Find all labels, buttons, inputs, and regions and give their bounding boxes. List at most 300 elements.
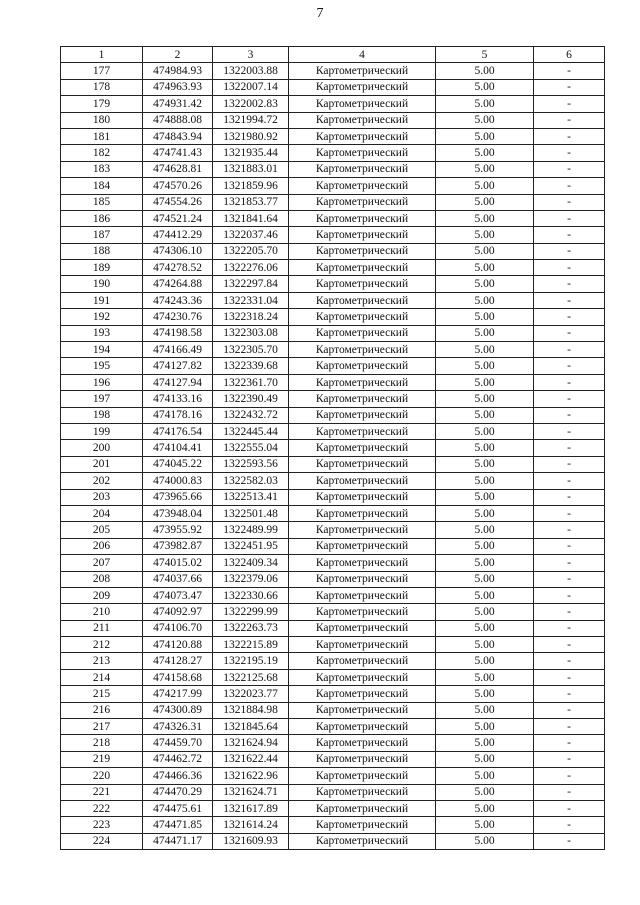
table-row [61,178,605,194]
cell-method: Картометрический [289,735,436,751]
cell-method: Картометрический [289,555,436,571]
cell-y: 1322390.49 [213,391,289,407]
table-row [61,227,605,243]
column-header-accuracy: 5 [436,47,534,63]
cell-description: - [534,96,605,112]
cell-description: - [534,669,605,685]
cell-method: Картометрический [289,505,436,521]
cell-x: 474475.61 [143,800,213,816]
table-row [61,145,605,161]
cell-accuracy: 5.00 [436,833,534,849]
table-row [61,702,605,718]
cell-point-number: 185 [61,194,143,210]
column-header-description: 6 [534,47,605,63]
cell-accuracy: 5.00 [436,505,534,521]
cell-y: 1322303.08 [213,325,289,341]
cell-method: Картометрический [289,325,436,341]
cell-x: 474230.76 [143,309,213,325]
cell-accuracy: 5.00 [436,358,534,374]
cell-description: - [534,79,605,95]
cell-accuracy: 5.00 [436,96,534,112]
cell-method: Картометрический [289,702,436,718]
table-row [61,63,605,79]
cell-accuracy: 5.00 [436,473,534,489]
cell-method: Картометрический [289,276,436,292]
column-header-x: 2 [143,47,213,63]
cell-x: 474217.99 [143,686,213,702]
cell-accuracy: 5.00 [436,522,534,538]
cell-point-number: 208 [61,571,143,587]
table-row [61,128,605,144]
cell-method: Картометрический [289,751,436,767]
cell-description: - [534,210,605,226]
cell-x: 474127.94 [143,374,213,390]
cell-x: 474037.66 [143,571,213,587]
cell-method: Картометрический [289,620,436,636]
cell-point-number: 199 [61,423,143,439]
table-row [61,637,605,653]
cell-point-number: 213 [61,653,143,669]
cell-accuracy: 5.00 [436,79,534,95]
cell-y: 1322379.06 [213,571,289,587]
cell-description: - [534,702,605,718]
cell-y: 1322276.06 [213,260,289,276]
cell-accuracy: 5.00 [436,555,534,571]
header-row [61,47,605,63]
table-row [61,374,605,390]
cell-x: 474412.29 [143,227,213,243]
cell-y: 1322318.24 [213,309,289,325]
table-row [61,587,605,603]
cell-x: 474741.43 [143,145,213,161]
table-row [61,604,605,620]
cell-point-number: 196 [61,374,143,390]
cell-accuracy: 5.00 [436,800,534,816]
cell-method: Картометрический [289,669,436,685]
cell-method: Картометрический [289,112,436,128]
cell-point-number: 221 [61,784,143,800]
cell-point-number: 201 [61,456,143,472]
cell-x: 474000.83 [143,473,213,489]
cell-description: - [534,63,605,79]
cell-description: - [534,276,605,292]
cell-accuracy: 5.00 [436,719,534,735]
cell-accuracy: 5.00 [436,128,534,144]
cell-y: 1321845.64 [213,719,289,735]
cell-point-number: 200 [61,440,143,456]
table-row [61,391,605,407]
table-row [61,620,605,636]
table-row [61,112,605,128]
cell-description: - [534,489,605,505]
cell-method: Картометрический [289,292,436,308]
cell-accuracy: 5.00 [436,669,534,685]
table-row [61,276,605,292]
cell-x: 473965.66 [143,489,213,505]
cell-y: 1322555.04 [213,440,289,456]
cell-method: Картометрический [289,604,436,620]
cell-point-number: 183 [61,161,143,177]
cell-x: 474326.31 [143,719,213,735]
cell-description: - [534,260,605,276]
cell-accuracy: 5.00 [436,194,534,210]
cell-x: 474984.93 [143,63,213,79]
cell-accuracy: 5.00 [436,407,534,423]
table-row [61,571,605,587]
table-row [61,719,605,735]
cell-point-number: 190 [61,276,143,292]
cell-method: Картометрический [289,358,436,374]
cell-accuracy: 5.00 [436,784,534,800]
cell-point-number: 217 [61,719,143,735]
cell-point-number: 215 [61,686,143,702]
cell-x: 474198.58 [143,325,213,341]
cell-y: 1321859.96 [213,178,289,194]
table-row [61,489,605,505]
cell-method: Картометрический [289,473,436,489]
cell-method: Картометрический [289,63,436,79]
table-row [61,96,605,112]
cell-description: - [534,620,605,636]
cell-description: - [534,342,605,358]
cell-accuracy: 5.00 [436,145,534,161]
cell-method: Картометрический [289,96,436,112]
cell-point-number: 216 [61,702,143,718]
table-row [61,768,605,784]
cell-x: 474178.16 [143,407,213,423]
cell-x: 474158.68 [143,669,213,685]
cell-method: Картометрический [289,817,436,833]
cell-y: 1322331.04 [213,292,289,308]
cell-x: 474120.88 [143,637,213,653]
cell-y: 1321884.98 [213,702,289,718]
cell-x: 474127.82 [143,358,213,374]
cell-y: 1322409.34 [213,555,289,571]
cell-y: 1321617.89 [213,800,289,816]
cell-x: 474073.47 [143,587,213,603]
cell-y: 1321935.44 [213,145,289,161]
cell-accuracy: 5.00 [436,653,534,669]
cell-y: 1322003.88 [213,63,289,79]
cell-point-number: 224 [61,833,143,849]
cell-method: Картометрический [289,440,436,456]
cell-description: - [534,194,605,210]
cell-y: 1322593.56 [213,456,289,472]
cell-y: 1321622.96 [213,768,289,784]
cell-description: - [534,374,605,390]
cell-y: 1322501.48 [213,505,289,521]
table-row [61,260,605,276]
table-row [61,440,605,456]
cell-point-number: 210 [61,604,143,620]
table-row [61,686,605,702]
cell-method: Картометрический [289,784,436,800]
cell-x: 474462.72 [143,751,213,767]
cell-point-number: 182 [61,145,143,161]
cell-description: - [534,571,605,587]
cell-point-number: 180 [61,112,143,128]
cell-x: 474888.08 [143,112,213,128]
cell-x: 474133.16 [143,391,213,407]
cell-x: 474106.70 [143,620,213,636]
cell-y: 1322489.99 [213,522,289,538]
cell-method: Картометрический [289,538,436,554]
cell-accuracy: 5.00 [436,768,534,784]
cell-point-number: 177 [61,63,143,79]
cell-description: - [534,686,605,702]
cell-method: Картометрический [289,194,436,210]
cell-x: 474466.36 [143,768,213,784]
cell-point-number: 206 [61,538,143,554]
cell-accuracy: 5.00 [436,440,534,456]
cell-description: - [534,604,605,620]
cell-point-number: 220 [61,768,143,784]
cell-y: 1322445.44 [213,423,289,439]
cell-accuracy: 5.00 [436,112,534,128]
cell-accuracy: 5.00 [436,538,534,554]
cell-y: 1322451.95 [213,538,289,554]
cell-y: 1322330.66 [213,587,289,603]
cell-y: 1321614.24 [213,817,289,833]
cell-accuracy: 5.00 [436,456,534,472]
cell-x: 474470.29 [143,784,213,800]
table-row [61,653,605,669]
cell-x: 474628.81 [143,161,213,177]
table-row [61,817,605,833]
table-row [61,423,605,439]
table-row [61,784,605,800]
page-number: 7 [316,6,324,21]
table-row [61,555,605,571]
table-row [61,669,605,685]
cell-x: 474092.97 [143,604,213,620]
table-row [61,407,605,423]
cell-point-number: 212 [61,637,143,653]
cell-description: - [534,587,605,603]
cell-x: 473955.92 [143,522,213,538]
cell-x: 474471.85 [143,817,213,833]
table-row [61,522,605,538]
table-row [61,735,605,751]
cell-y: 1322002.83 [213,96,289,112]
cell-y: 1322263.73 [213,620,289,636]
cell-y: 1322205.70 [213,243,289,259]
cell-method: Картометрический [289,768,436,784]
cell-y: 1321980.92 [213,128,289,144]
cell-method: Картометрический [289,800,436,816]
cell-accuracy: 5.00 [436,63,534,79]
cell-point-number: 192 [61,309,143,325]
cell-description: - [534,440,605,456]
cell-accuracy: 5.00 [436,620,534,636]
cell-accuracy: 5.00 [436,309,534,325]
cell-accuracy: 5.00 [436,604,534,620]
cell-point-number: 179 [61,96,143,112]
cell-y: 1322195.19 [213,653,289,669]
cell-description: - [534,243,605,259]
cell-description: - [534,358,605,374]
cell-y: 1322513.41 [213,489,289,505]
cell-x: 474521.24 [143,210,213,226]
cell-point-number: 186 [61,210,143,226]
cell-description: - [534,423,605,439]
cell-description: - [534,735,605,751]
table-row [61,800,605,816]
cell-x: 474931.42 [143,96,213,112]
cell-accuracy: 5.00 [436,817,534,833]
cell-point-number: 193 [61,325,143,341]
cell-y: 1322023.77 [213,686,289,702]
cell-method: Картометрический [289,522,436,538]
cell-point-number: 203 [61,489,143,505]
cell-description: - [534,473,605,489]
cell-point-number: 197 [61,391,143,407]
table-row [61,833,605,849]
table-row [61,292,605,308]
cell-method: Картометрический [289,227,436,243]
cell-x: 474176.54 [143,423,213,439]
table-header [61,47,605,63]
table-row [61,538,605,554]
table-row [61,342,605,358]
cell-point-number: 222 [61,800,143,816]
cell-method: Картометрический [289,637,436,653]
cell-description: - [534,325,605,341]
cell-method: Картометрический [289,653,436,669]
cell-point-number: 204 [61,505,143,521]
table-row [61,325,605,341]
table-row [61,79,605,95]
cell-method: Картометрический [289,178,436,194]
cell-x: 474128.27 [143,653,213,669]
cell-point-number: 184 [61,178,143,194]
cell-method: Картометрический [289,161,436,177]
cell-point-number: 195 [61,358,143,374]
cell-y: 1322299.99 [213,604,289,620]
cell-description: - [534,292,605,308]
cell-description: - [534,784,605,800]
cell-y: 1322007.14 [213,79,289,95]
cell-description: - [534,145,605,161]
cell-x: 474015.02 [143,555,213,571]
cell-x: 474306.10 [143,243,213,259]
cell-method: Картометрический [289,391,436,407]
cell-point-number: 198 [61,407,143,423]
cell-point-number: 218 [61,735,143,751]
cell-accuracy: 5.00 [436,423,534,439]
cell-accuracy: 5.00 [436,489,534,505]
cell-y: 1321609.93 [213,833,289,849]
table-row [61,473,605,489]
cell-description: - [534,768,605,784]
cell-description: - [534,227,605,243]
cell-point-number: 181 [61,128,143,144]
column-header-method: 4 [289,47,436,63]
cell-accuracy: 5.00 [436,751,534,767]
cell-point-number: 178 [61,79,143,95]
cell-description: - [534,800,605,816]
cell-x: 474570.26 [143,178,213,194]
cell-description: - [534,637,605,653]
cell-point-number: 223 [61,817,143,833]
cell-point-number: 187 [61,227,143,243]
cell-method: Картометрический [289,374,436,390]
cell-method: Картометрический [289,571,436,587]
cell-y: 1321624.71 [213,784,289,800]
cell-x: 474459.70 [143,735,213,751]
cell-accuracy: 5.00 [436,374,534,390]
cell-point-number: 207 [61,555,143,571]
cell-method: Картометрический [289,686,436,702]
cell-description: - [534,407,605,423]
cell-method: Картометрический [289,587,436,603]
column-header-point-number: 1 [61,47,143,63]
cell-description: - [534,178,605,194]
cell-y: 1321994.72 [213,112,289,128]
table-row [61,309,605,325]
table-row [61,210,605,226]
cell-method: Картометрический [289,145,436,161]
cell-description: - [534,391,605,407]
cell-description: - [534,505,605,521]
cell-method: Картометрический [289,210,436,226]
cell-y: 1322125.68 [213,669,289,685]
cell-accuracy: 5.00 [436,210,534,226]
cell-accuracy: 5.00 [436,227,534,243]
cell-y: 1322339.68 [213,358,289,374]
cell-accuracy: 5.00 [436,571,534,587]
cell-accuracy: 5.00 [436,292,534,308]
cell-method: Картометрический [289,79,436,95]
cell-description: - [534,751,605,767]
table-row [61,358,605,374]
cell-point-number: 214 [61,669,143,685]
cell-method: Картометрический [289,128,436,144]
cell-x: 474300.89 [143,702,213,718]
cell-x: 473982.87 [143,538,213,554]
cell-method: Картометрический [289,833,436,849]
cell-description: - [534,653,605,669]
cell-x: 474166.49 [143,342,213,358]
cell-accuracy: 5.00 [436,161,534,177]
cell-y: 1321853.77 [213,194,289,210]
cell-x: 474045.22 [143,456,213,472]
column-header-y: 3 [213,47,289,63]
cell-method: Картометрический [289,423,436,439]
cell-y: 1321841.64 [213,210,289,226]
cell-method: Картометрический [289,342,436,358]
table-row [61,243,605,259]
cell-method: Картометрический [289,309,436,325]
cell-accuracy: 5.00 [436,702,534,718]
table-body [61,63,605,850]
cell-y: 1322215.89 [213,637,289,653]
cell-y: 1321624.94 [213,735,289,751]
cell-description: - [534,522,605,538]
cell-x: 474104.41 [143,440,213,456]
cell-point-number: 211 [61,620,143,636]
cell-accuracy: 5.00 [436,243,534,259]
cell-accuracy: 5.00 [436,587,534,603]
cell-x: 474554.26 [143,194,213,210]
cell-method: Картометрический [289,489,436,505]
cell-point-number: 194 [61,342,143,358]
cell-description: - [534,161,605,177]
cell-y: 1322361.70 [213,374,289,390]
cell-accuracy: 5.00 [436,276,534,292]
cell-point-number: 188 [61,243,143,259]
cell-accuracy: 5.00 [436,637,534,653]
